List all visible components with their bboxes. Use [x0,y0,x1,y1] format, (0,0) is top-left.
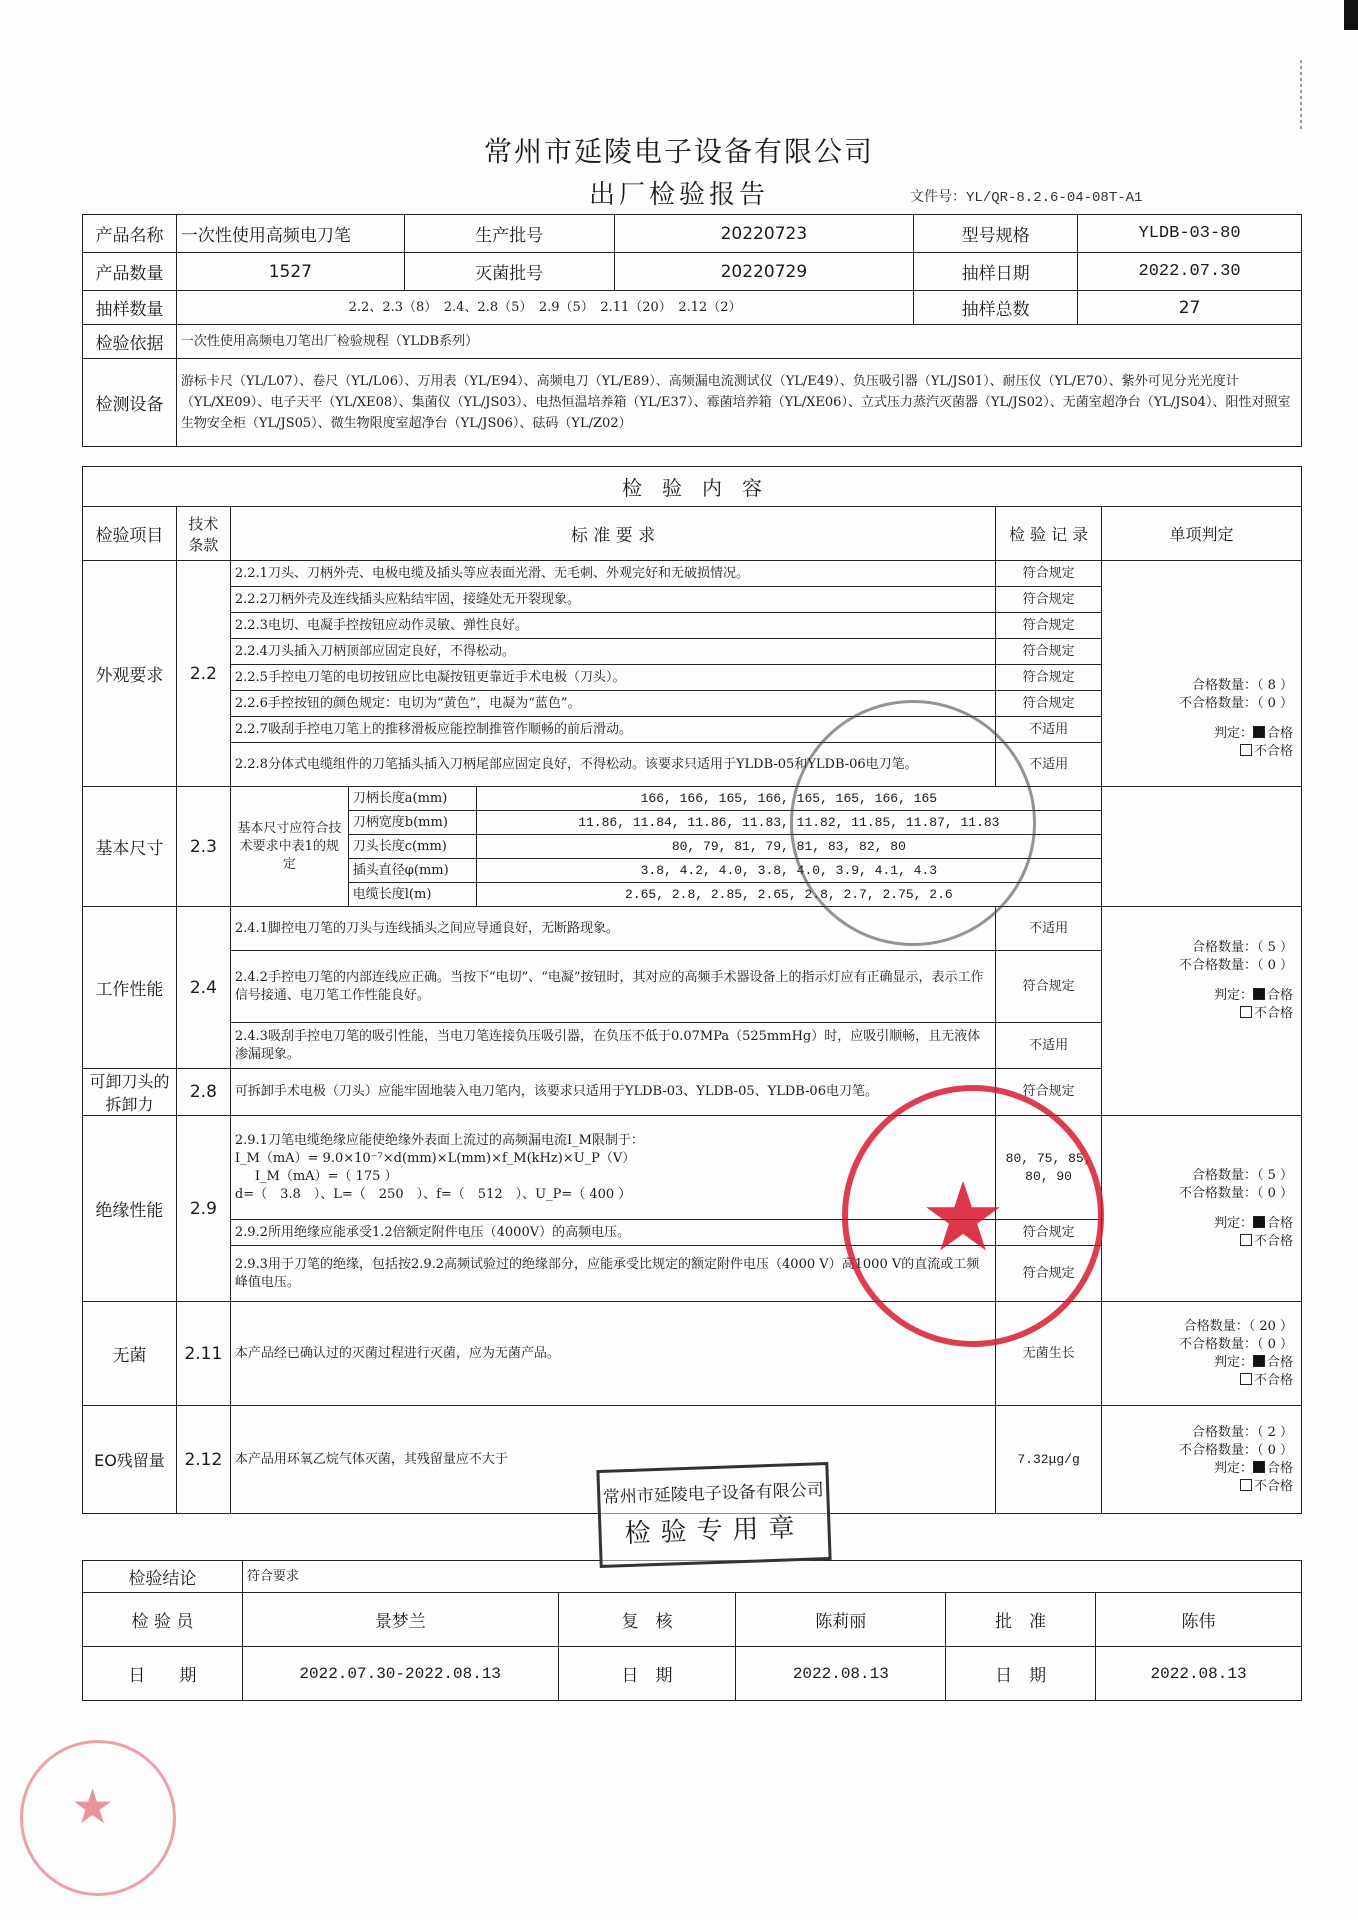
pass-count: 合格数量：（ 8 ） [1191,677,1293,693]
file-number: 文件号：YL/QR-8.2.6-04-08T-A1 [910,190,1143,206]
rec-2-4-2: 符合规定 [996,951,1102,1023]
verdict-2-4 [1102,907,1302,1116]
product-name-label: 产品名称 [83,215,177,253]
fail-checkbox [1240,1006,1252,1018]
clause-2-2: 2.2 [176,561,230,787]
approver-date: 2022.08.13 [1096,1647,1302,1701]
fail-count: 不合格数量：（ 0 ） [1178,1185,1293,1201]
req-2-2-1: 2.2.1刀头、刀柄外壳、电极电缆及插头等应表面光滑、无毛刺、外观完好和无破损情况。 [230,561,995,587]
item-appearance: 外观要求 [83,561,177,787]
fail-label: 不合格 [1253,743,1293,759]
req-2-2-6: 2.2.6手控按钮的颜色规定：电切为“黄色”，电凝为“蓝色”。 [230,691,995,717]
clause-2-11: 2.11 [176,1302,230,1406]
fail-count: 不合格数量：（ 0 ） [1178,1442,1293,1458]
req-2-2-8: 2.2.8分体式电缆组件的刀笔插头插入刀柄尾部应固定良好，不得松动。该要求只适用于YLDB-05和YLDB-06电刀笔。 [230,743,995,787]
clause-2-8: 2.8 [176,1069,230,1116]
fail-checkbox [1240,744,1252,756]
pass-label: 合格 [1266,1354,1293,1370]
judge-label: 判定： [1213,1460,1253,1476]
pink-quality-seal [20,1740,176,1896]
reviewer-name: 陈莉丽 [736,1593,946,1647]
fail-count: 不合格数量：（ 0 ） [1178,958,1293,973]
section-title: 检 验 内 容 [83,467,1302,507]
rec-2-2-6: 符合规定 [996,691,1102,717]
req-2-9-3: 2.9.3用于刀笔的绝缘，包括按2.9.2高频试验过的绝缘部分，应能承受比规定的额定附件电压（4000 V）高1000 V的直流或工频峰值电压。 [230,1246,995,1302]
col-requirement-header: 标 准 要 求 [230,507,995,561]
req-2-2-4: 2.2.4刀头插入刀柄顶部应固定良好，不得松动。 [230,639,995,665]
sample-date-value: 2022.07.30 [1078,253,1302,291]
dim-val-handle-width: 11.86, 11.84, 11.86, 11.83, 11.82, 11.85, 11.87, 11.83 [476,811,1101,835]
inspector-label: 检 验 员 [83,1593,243,1647]
batch-value: 20220723 [614,215,914,253]
pass-checkbox-checked [1253,1216,1265,1228]
rec-2-2-2: 符合规定 [996,587,1102,613]
dim-val-handle-length: 166, 166, 165, 166, 165, 165, 166, 165 [476,787,1101,811]
basis-label: 检验依据 [83,325,177,359]
sample-date-label: 抽样日期 [914,253,1078,291]
req-2-9-2: 2.9.2所用绝缘应能承受1.2倍额定附件电压（4000V）的高频电压。 [230,1220,995,1246]
rec-2-8: 符合规定 [996,1069,1102,1116]
req-2-2-5: 2.2.5手控电刀笔的电切按钮应比电凝按钮更靠近手术电极（刀头）。 [230,665,995,691]
quantity-value: 1527 [176,253,404,291]
pass-label: 合格 [1266,1460,1293,1476]
formula-line4: d=（ 3.8 ）、L=（ 250 ）、f=（ 512 ）、U_P=（ 400 ） [234,1186,632,1202]
rec-2-2-5: 符合规定 [996,665,1102,691]
formula-line3: I_M（mA）=（ 175 ） [254,1168,398,1184]
fail-checkbox [1240,1234,1252,1246]
sterilization-batch-label: 灭菌批号 [404,253,614,291]
sterilization-batch-value: 20220729 [614,253,914,291]
report-title: 出厂检验报告 [588,180,769,210]
pass-count: 合格数量：（ 5 ） [1191,940,1293,955]
inspection-seal [596,1462,831,1568]
dim-val-cable-length: 2.65, 2.8, 2.85, 2.65, 2.8, 2.7, 2.75, 2.6 [476,883,1101,907]
dim-name-tip-length: 刀头长度c(mm) [348,835,476,859]
pass-label: 合格 [1266,725,1293,741]
quantity-label: 产品数量 [83,253,177,291]
col-record-header: 检 验 记 录 [996,507,1102,561]
equipment-list: 游标卡尺（YL/L07）、卷尺（YL/L06）、万用表（YL/E94）、高频电刀（YL/E89）、高频漏电流测试仪（YL/E49）、负压吸引器（YL/JS01）、耐压仪（YL/E70）、紫外可见分光光度计（YL/XE09）、电子天平（YL/XE08）、集菌仪（YL/JS03）、电热恒温培养箱（YL/E37）、霉菌培养箱（YL/XE06）、立式压力蒸汽灭菌器（YL/JS02）、无菌室超净台（YL/JS04）、阳性对照室生物安全柜（YL/JS05）、微生物限度室超净台（YL/JS06）、砝码（YL/Z02） [176,359,1301,447]
req-2-11: 本产品经已确认过的灭菌过程进行灭菌，应为无菌产品。 [230,1302,995,1406]
dim-val-tip-length: 80, 79, 81, 79, 81, 83, 82, 80 [476,835,1101,859]
verdict-2-11 [1102,1302,1302,1406]
fail-label: 不合格 [1253,1478,1293,1494]
fail-label: 不合格 [1253,1372,1293,1388]
rec-2-2-3: 符合规定 [996,613,1102,639]
dimensions-description: 基本尺寸应符合技术要求中表1的规定 [230,787,348,907]
item-sterility: 无菌 [83,1302,177,1406]
verdict-2-2 [1102,561,1302,787]
sample-qty-label: 抽样数量 [83,291,177,325]
pass-count: 合格数量：（ 2 ） [1191,1424,1293,1440]
fail-label: 不合格 [1253,1006,1293,1021]
req-2-2-7: 2.2.7吸刮手控电刀笔上的推移滑板应能控制推管作顺畅的前后滑动。 [230,717,995,743]
basis-value: 一次性使用高频电刀笔出厂检验规程（YLDB系列） [176,325,1301,359]
conclusion-label: 检验结论 [83,1561,243,1593]
col-verdict-header: 单项判定 [1102,507,1302,561]
req-2-9-1 [230,1116,995,1220]
rec-2-9-3: 符合规定 [996,1246,1102,1302]
rec-2-9-2: 符合规定 [996,1220,1102,1246]
dim-name-plug-diameter: 插头直径φ(mm) [348,859,476,883]
approver-name: 陈伟 [1096,1593,1302,1647]
approver-label: 批 准 [946,1593,1096,1647]
fail-label: 不合格 [1253,1233,1293,1249]
inspection-content-table [82,466,1302,1514]
sample-total-value: 27 [1078,291,1302,325]
req-2-2-3: 2.2.3电切、电凝手控按钮应动作灵敏、弹性良好。 [230,613,995,639]
fail-checkbox [1240,1479,1252,1491]
product-name: 一次性使用高频电刀笔 [176,215,404,253]
scan-corner [1344,0,1358,30]
reviewer-label: 复 核 [558,1593,736,1647]
reviewer-date-label: 日 期 [558,1647,736,1701]
clause-2-9: 2.9 [176,1116,230,1302]
conclusion-value: 符合要求 [242,1561,1301,1593]
pass-checkbox-checked [1253,988,1265,1000]
judge-label: 判定： [1213,725,1253,741]
formula-line1: 2.9.1刀笔电缆绝缘应能使绝缘外表面上流过的高频漏电流I_M限制于： [234,1132,644,1148]
pass-checkbox-checked [1253,726,1265,738]
pass-checkbox-checked [1253,1355,1265,1367]
item-eo-residue: EO残留量 [83,1406,177,1514]
formula-line2: I_M（mA）= 9.0×10⁻⁷×d(mm)×L(mm)×f_M(kHz)×U_P（V） [234,1150,636,1166]
date-label: 日 期 [83,1647,243,1701]
req-2-2-2: 2.2.2刀柄外壳及连线插头应粘结牢固，接缝处无开裂现象。 [230,587,995,613]
col-clause-header: 技术条款 [176,507,230,561]
rec-2-2-7: 不适用 [996,717,1102,743]
verdict-2-3-blank [1102,787,1302,907]
col-item-header: 检验项目 [83,507,177,561]
req-2-12: 本产品用环氧乙烷气体灭菌，其残留量应不大于 [230,1406,995,1514]
item-detachable-tip: 可卸刀头的拆卸力 [83,1069,177,1116]
rec-2-4-1: 不适用 [996,907,1102,951]
item-insulation: 绝缘性能 [83,1116,177,1302]
dim-name-handle-length: 刀柄长度a(mm) [348,787,476,811]
model-label: 型号规格 [914,215,1078,253]
rec-2-12: 7.32μg/g [996,1406,1102,1514]
company-name: 常州市延陵电子设备有限公司 [483,135,874,168]
reviewer-date: 2022.08.13 [736,1647,946,1701]
approver-date-label: 日 期 [946,1647,1096,1701]
seal-star-icon: ★ [920,1161,1007,1273]
req-2-4-2: 2.4.2手控电刀笔的内部连线应正确。当按下“电切”、“电凝”按钮时，其对应的高频手术器设备上的指示灯应有正确显示，表示工作信号接通、电刀笔工作性能良好。 [230,951,995,1023]
judge-label: 判定： [1213,1354,1253,1370]
product-info-table [82,214,1302,447]
verdict-2-9 [1102,1116,1302,1302]
pass-label: 合格 [1266,988,1293,1003]
inspector-name: 景梦兰 [242,1593,558,1647]
item-performance: 工作性能 [83,907,177,1069]
fail-count: 不合格数量：（ 0 ） [1178,695,1293,711]
clause-2-3: 2.3 [176,787,230,907]
pass-label: 合格 [1266,1215,1293,1231]
dim-name-cable-length: 电缆长度l(m) [348,883,476,907]
dim-name-handle-width: 刀柄宽度b(mm) [348,811,476,835]
req-2-4-1: 2.4.1脚控电刀笔的刀头与连线插头之间应导通良好，无断路现象。 [230,907,995,951]
rec-2-9-1: 80, 75, 85, 80, 90 [996,1116,1102,1220]
item-dimensions: 基本尺寸 [83,787,177,907]
rec-2-11: 无菌生长 [996,1302,1102,1406]
rec-2-2-4: 符合规定 [996,639,1102,665]
rec-2-2-1: 符合规定 [996,561,1102,587]
fail-checkbox [1240,1373,1252,1385]
judge-label: 判定： [1213,988,1253,1003]
inspector-date: 2022.07.30-2022.08.13 [242,1647,558,1701]
req-2-8: 可拆卸手术电极（刀头）应能牢固地装入电刀笔内，该要求只适用于YLDB-03、YLDB-05、YLDB-06电刀笔。 [230,1069,995,1116]
pass-count: 合格数量：（ 20 ） [1183,1318,1293,1334]
pass-count: 合格数量：（ 5 ） [1191,1167,1293,1183]
rec-2-4-3: 不适用 [996,1023,1102,1069]
scan-edge-mark [1300,60,1302,130]
sample-total-label: 抽样总数 [914,291,1078,325]
signoff-table [82,1560,1302,1701]
inspection-seal-company: 常州市延陵电子设备有限公司 [602,1480,825,1508]
clause-2-12: 2.12 [176,1406,230,1514]
inspection-seal-label: 检验专用章 [624,1512,806,1550]
seal-star-icon: ★ [71,1779,115,1835]
sample-qty-value: 2.2、2.3（8） 2.4、2.8（5） 2.9（5） 2.11（20） 2.12（2） [176,291,913,325]
req-2-4-3: 2.4.3吸刮手控电刀笔的吸引性能，当电刀笔连接负压吸引器，在负压不低于0.07MPa（525mmHg）时，应吸引顺畅，且无液体渗漏现象。 [230,1023,995,1069]
clause-2-4: 2.4 [176,907,230,1069]
rec-2-2-8: 不适用 [996,743,1102,787]
fail-count: 不合格数量：（ 0 ） [1178,1336,1293,1352]
equipment-label: 检测设备 [83,359,177,447]
dim-val-plug-diameter: 3.8, 4.2, 4.0, 3.8, 4.0, 3.9, 4.1, 4.3 [476,859,1101,883]
judge-label: 判定： [1213,1215,1253,1231]
pass-checkbox-checked [1253,1461,1265,1473]
model-value: YLDB-03-80 [1078,215,1302,253]
batch-label: 生产批号 [404,215,614,253]
verdict-2-12 [1102,1406,1302,1514]
